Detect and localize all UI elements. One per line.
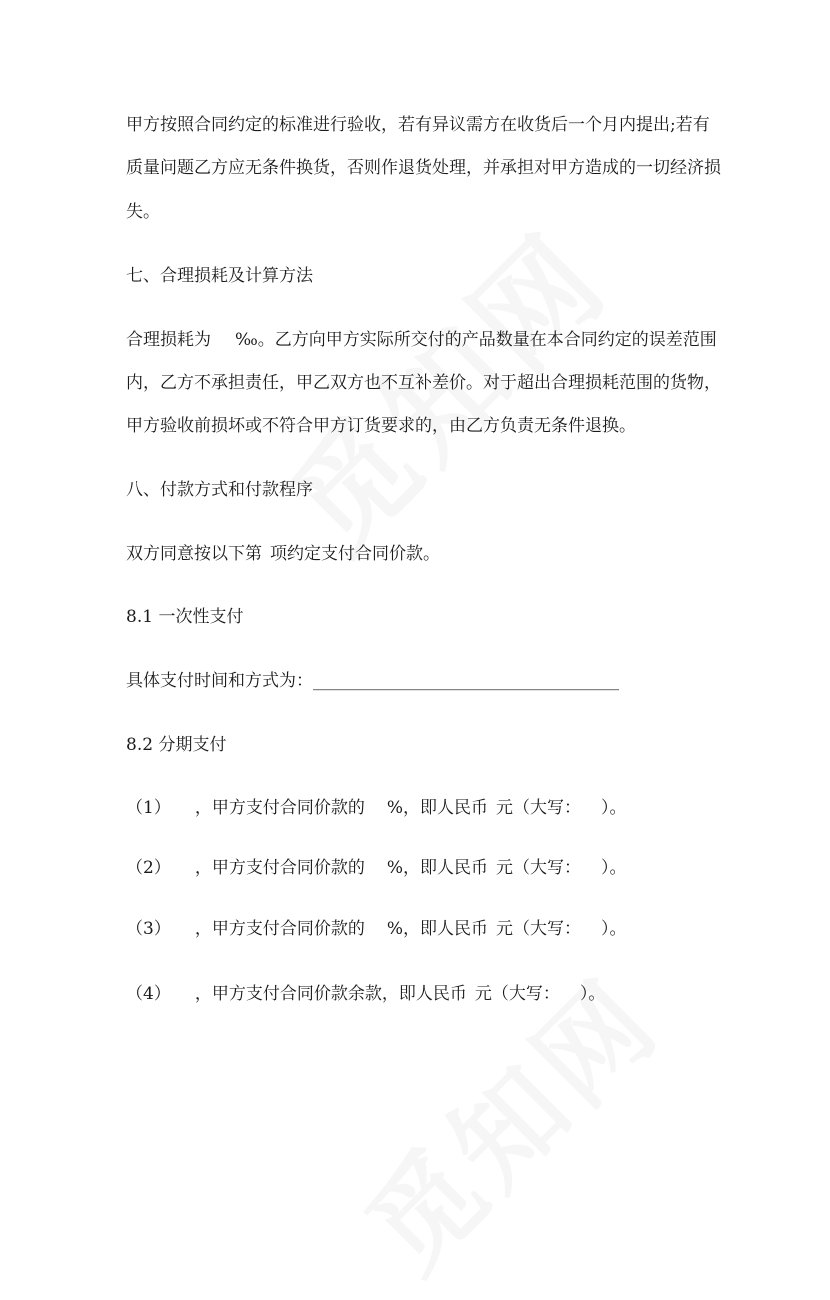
installment-item: [126, 857, 626, 879]
installment-text-b: %，即人民币: [386, 798, 488, 818]
acceptance-line-3: 失。: [126, 202, 160, 222]
installment-text-d: ）。: [600, 798, 627, 818]
installment-text-c: 元（大写：: [474, 984, 560, 1004]
installment-text-c: 元（大写：: [495, 798, 581, 818]
installment-item: [126, 918, 626, 940]
section-8-intro-a: 双方同意按以下第: [126, 544, 262, 564]
section-7-line-1: [126, 329, 717, 351]
installment-text-d: ）。: [579, 984, 606, 1004]
installment-text-c: 元（大写：: [495, 919, 581, 939]
section-8-1-payment-line: [126, 670, 619, 692]
section-8-2-heading: 8.2 分期支付: [126, 735, 227, 755]
installment-num: （1）: [126, 798, 171, 818]
installment-text-b: %，即人民币: [386, 919, 488, 939]
installment-text-d: ）。: [600, 858, 627, 878]
installment-text-c: 元（大写：: [495, 858, 581, 878]
section-8-intro: [126, 543, 440, 565]
payment-time-label: 具体支付时间和方式为：: [126, 671, 313, 691]
installment-item: [126, 797, 626, 819]
installment-num: （4）: [126, 984, 171, 1004]
section-7-line-1-a: 合理损耗为: [126, 330, 211, 350]
acceptance-line-1: 甲方按照合同约定的标准进行验收，若有异议需方在收货后一个月内提出;若有: [126, 115, 710, 135]
section-8-1-heading: 8.1 一次性支付: [126, 607, 244, 627]
installment-num: （2）: [126, 858, 171, 878]
payment-time-blank: ____________________________________: [313, 671, 619, 691]
section-8-intro-b: 项约定支付合同价款。: [270, 544, 440, 564]
installment-item: [126, 983, 605, 1005]
section-8-heading: 八、付款方式和付款程序: [126, 480, 313, 500]
section-7-heading: 七、合理损耗及计算方法: [126, 266, 313, 286]
section-7-line-3: 甲方验收前损坏或不符合甲方订货要求的，由乙方负责无条件退换。: [126, 416, 636, 436]
installment-text-a: ，甲方支付合同价款余款，即人民币: [194, 984, 467, 1004]
section-7-line-1-b: ‰。乙方向甲方实际所交付的产品数量在本合同约定的误差范围: [235, 330, 717, 350]
section-7-line-2: 内，乙方不承担责任，甲乙双方也不互补差价。对于超出合理损耗范围的货物，: [126, 373, 721, 393]
installment-text-b: %，即人民币: [386, 858, 488, 878]
installment-num: （3）: [126, 919, 171, 939]
installment-text-d: ）。: [600, 919, 627, 939]
installment-text-a: ，甲方支付合同价款的: [194, 798, 365, 818]
installment-text-a: ，甲方支付合同价款的: [194, 919, 365, 939]
acceptance-line-2: 质量问题乙方应无条件换货，否则作退货处理，并承担对甲方造成的一切经济损: [126, 158, 721, 178]
installment-text-a: ，甲方支付合同价款的: [194, 858, 365, 878]
